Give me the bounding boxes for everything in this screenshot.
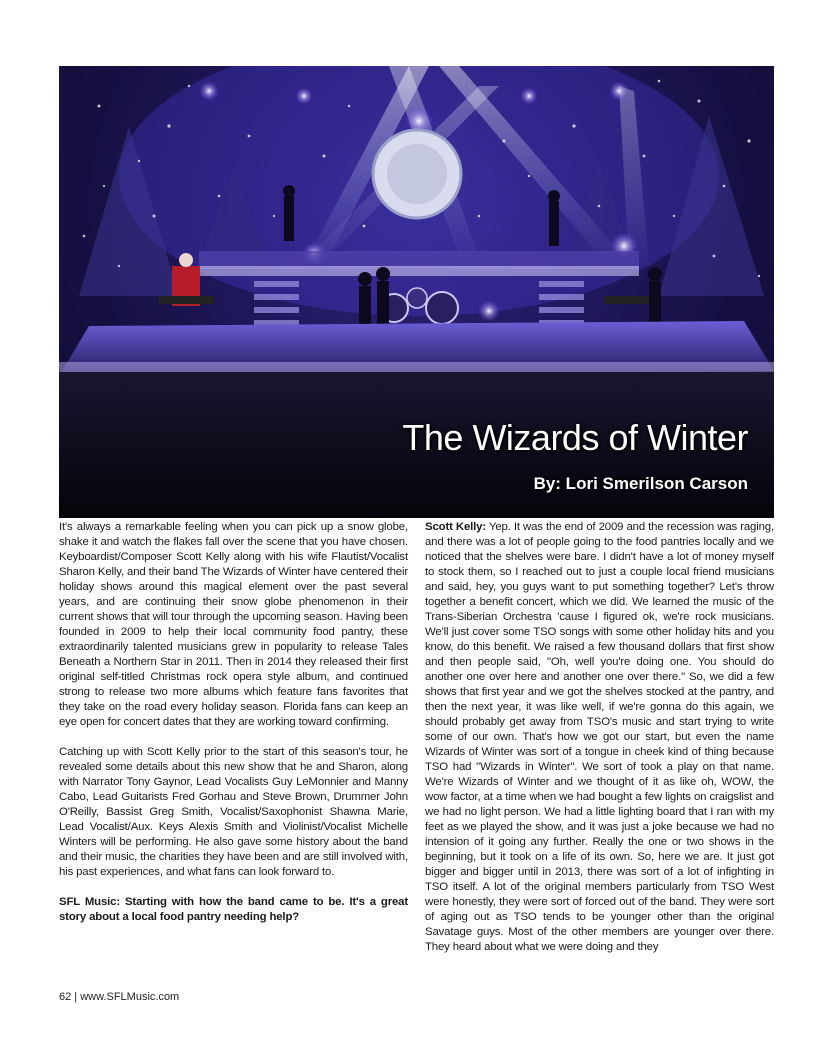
interview-question: SFL Music: Starting with how the band came to be. It's a great story about a local food pantry needing help? <box>59 896 408 923</box>
article-paragraph: Catching up with Scott Kelly prior to the start of this season's tour, he revealed some details about this new show that he and Sharon, along with Narrator Tony Gaynor, Lead Vocalists Guy LeMonnier and Manny Cabo, Lead Guitarists Fred Gorhau and Steve Brown, Drummer John O'Reilly, Bassist Greg Smith, Vocalist/Saxophonist Shawna Marie, Lead Vocalist/Aux. Keys Alexis Smith and Violinist/Vocalist Michelle Winters will be performing. He also gave some history about the band and their music, the charities they have been and are still involved with, his past experiences, and what fans can look forward to. <box>59 746 408 878</box>
article-paragraph: It's always a remarkable feeling when you can pick up a snow globe, shake it and watch the flakes fall over the scene that you have chosen. Keyboardist/Composer Scott Kelly along with his wife Flautist/Vocalist Sharon Kelly, and their band The Wizards of Winter have centered their holiday shows around this magical element over the past several years, and are continuing their snow globe phenomenon in their current shows that will tour through the upcoming season. Having been founded in 2009 to help their local community food pantry, these extraordinarily talented musicians grew in popularity to release Tales Beneath a Northern Star in 2011. Then in 2014 they released their first original self-titled Christmas rock opera style album, and continued strong to release two more albums which feature fans favorites that they take on the road every holiday season. Florida fans can keep an eye open for concert dates that they are working toward confirming. <box>59 521 408 728</box>
article-title: The Wizards of Winter <box>402 417 748 458</box>
article-column-right <box>425 520 774 970</box>
article-column-left <box>59 520 408 940</box>
interview-answer <box>425 520 774 955</box>
speaker-label: Scott Kelly: <box>425 521 486 533</box>
answer-text: Yep. It was the end of 2009 and the recession was raging, and there was a lot of people going to the food pantries locally and we noticed that the shelves were bare. I didn't have a lot of money myself to stock them, so I reached out to just a couple local friend musicians and said, hey, you guys want to put something together? Let's throw together a benefit concert, which we did. We learned the music of the Trans-Siberian Orchestra 'cause I figured ok, we're rock musicians. We'll just cover some TSO songs with some other holiday hits and you know, do this benefit. We raised a few thousand dollars that first show and then people said, "Oh, well you're doing one. You should do another one over here and another one over there." So, we did a few shows that first year and we got the shelves stocked at the pantry, and then the next year, it was like well, if we're gonna do this again, we should probably get away from TSO's music and start trying to write some of our own. That's how we got our start, but even the name Wizards of Winter was sort of a tongue in cheek kind of thing because TSO had "Wizards in Winter". We sort of took a play on that name. We're Wizards of Winter and we thought of it as like oh, WOW, the wow factor, at a time when we had bought a few lights on craigslist and we had no light person. We had a little lighting board that I ran with my feet as we played the show, and it was just a joke because we had no intension of it going any further. Really the one or two shows in the beginning, but it took on a life of its own. So, here we are. It just got bigger and bigger until in 2013, there was sort of a lot of infighting in TSO itself. A lot of the original members particularly from TSO West were honestly, they were sort of forced out of the band. They were sort of aging out as TSO tends to be younger other than the original Savatage guys. Most of the other members are younger over there. They heard about what we were doing and they <box>425 521 774 953</box>
article-byline: By: Lori Smerilson Carson <box>533 474 748 493</box>
page-footer: 62 | www.SFLMusic.com <box>59 991 180 1003</box>
hero-concert-photo <box>59 66 774 518</box>
